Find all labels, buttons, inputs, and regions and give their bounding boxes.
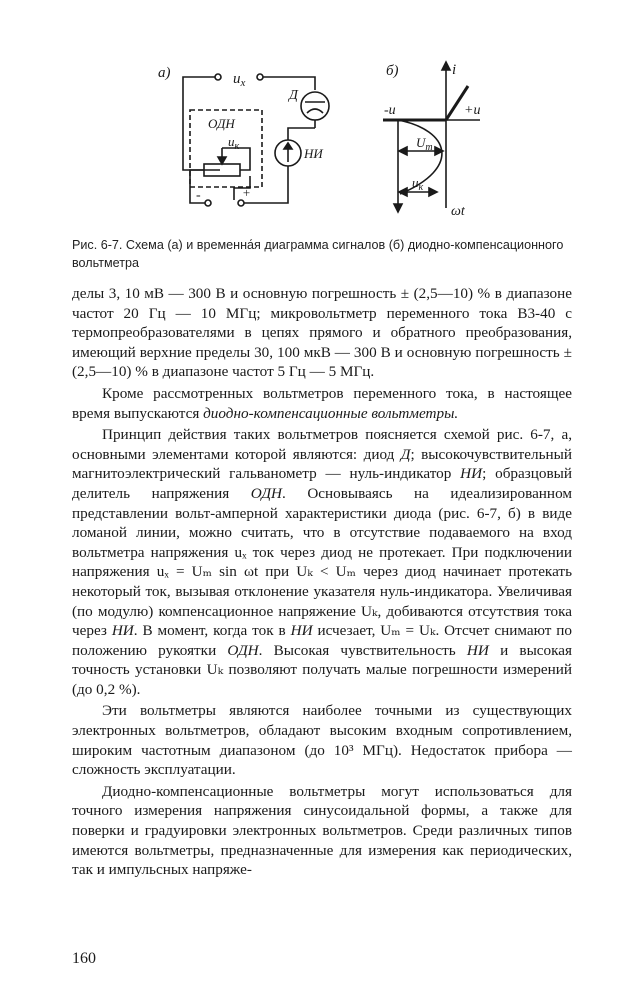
paragraph-2: Кроме рассмотренных вольтметров переменного тока, в настоящее время выпускаются диодно-компенсационные вольтметры. bbox=[72, 384, 572, 422]
figure-6-7-drawing bbox=[150, 58, 490, 228]
current-axis-label: i bbox=[452, 62, 457, 78]
paragraph-5: Диодно-компенсационные вольтметры могут использоваться для точного измерения напряжения синусоидальной формы, а также для поверки и градуировки электронных вольтметров. Среди различных типов имеются вольтметры, предназначенные для измерения как периодических, так и импульсных напряже- bbox=[72, 782, 572, 879]
page-number: 160 bbox=[72, 950, 96, 967]
panel-b-label: б) bbox=[386, 63, 399, 79]
figure-caption: Рис. 6-7. Схема (а) и временна́я диаграмма сигналов (б) диодно-компенсационного вольтметра bbox=[72, 238, 564, 270]
body-text bbox=[72, 284, 572, 880]
negative-u-label: -u bbox=[384, 103, 396, 118]
compensation-voltage-label: $u_к$ bbox=[228, 134, 240, 152]
panel-a-label: а) bbox=[158, 65, 171, 81]
diode-label: Д bbox=[289, 88, 298, 103]
positive-u-label: +u bbox=[464, 103, 481, 118]
plus-terminal-label: + bbox=[242, 185, 251, 200]
minus-terminal-label: - bbox=[196, 188, 201, 203]
input-voltage-label: $u_x$ bbox=[233, 71, 246, 89]
paragraph-1: делы 3, 10 мВ — 300 В и основную погрешность ± (2,5—10) % в диапазоне частот 20 Гц — 10 МГц; микровольтметр переменного тока В3-40 с термопреобразователями в цепях прямого и обратного преобразования, имеющий верхние пределы 30, 100 мкВ — 300 В и основную погрешность ± (2,5—10) % в диапазоне частот 5 Гц — 5 МГц. bbox=[72, 285, 572, 381]
amplitude-label: $U_m$ bbox=[416, 135, 433, 153]
time-axis-label: ωt bbox=[451, 204, 465, 219]
compensation-level-label: $u_к$ bbox=[412, 175, 424, 193]
paragraph-4: Эти вольтметры являются наиболее точными из существующих электронных вольтметров, обладают высоким входным сопротивлением, широким частотным диапазоном (до 10³ МГц). Недостаток прибора — сложность эксплуатации. bbox=[72, 702, 572, 779]
null-indicator-label: НИ bbox=[304, 146, 323, 161]
divider-label: ОДН bbox=[208, 116, 235, 131]
paragraph-3: Принцип действия таких вольтметров поясняется схемой рис. 6-7, а, основными элементами которой являются: диод Д; высокочувствительный магнитоэлектрический гальванометр — нуль-индикатор НИ; образцовый делитель напряжения ОДН. Основываясь на идеализированном представлении вольт-амперной характеристики диода (рис. 6-7, б) в виде ломаной линии, можно считать, что в отсутствие подаваемого на вход вольтметра напряжения uₓ ток через диод не протекает. При подключении напряжения uₓ = Uₘ sin ωt при Uₖ < Uₘ через диод начинает протекать некоторый ток, вызывая отклонение указателя нуль-индикатора. Увеличивая (по модулю) компенсационное напряжение Uₖ, добиваются отсутствия тока через НИ. В момент, когда ток в НИ исчезает, Uₘ = Uₖ. Отсчет снимают по положению рукоятки ОДН. Высокая чувствительность НИ и высокая точность установки Uₖ позволяют получать малые погрешности измерений (до 0,2 %). bbox=[72, 426, 573, 698]
figure-6-7 bbox=[150, 58, 490, 228]
